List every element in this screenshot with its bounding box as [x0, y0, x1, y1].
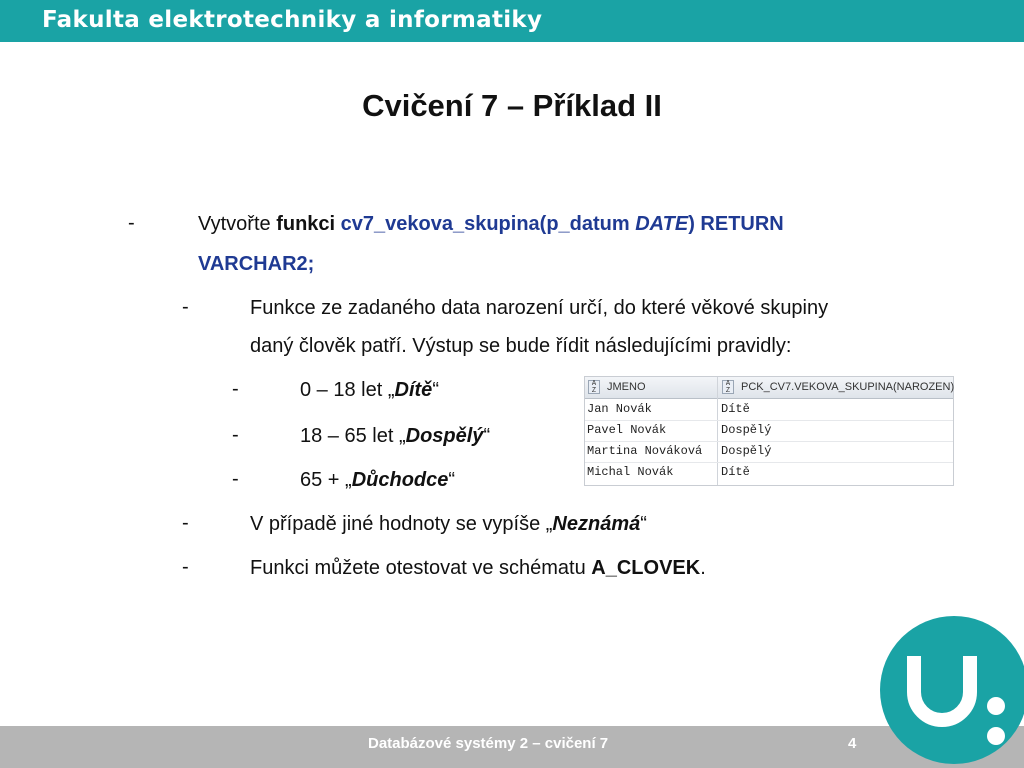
bullet-text-2-cont: daný člověk patří. Výstup se bude řídit následujícími pravidly:: [250, 335, 792, 357]
bullet-text-5: 65 + „Důchodce“: [300, 469, 456, 491]
column-header-jmeno[interactable]: JMENO: [607, 381, 646, 393]
table-row[interactable]: [585, 399, 953, 421]
bullet-dash: -: [182, 296, 189, 318]
cell-skupina: Dítě: [721, 465, 750, 479]
bullet-text-2: Funkce ze zadaného data narození určí, do které věkové skupiny: [250, 297, 829, 319]
cell-skupina: Dospělý: [721, 444, 772, 458]
bullet-dash: -: [232, 424, 239, 446]
bullet-text-1: Vytvořte funkci cv7_vekova_skupina(p_datum DATE) RETURN: [198, 213, 784, 235]
cell-jmeno: Jan Novák: [587, 402, 652, 416]
bullet-text-6: V případě jiné hodnoty se vypíše „Neznámá“: [250, 513, 647, 535]
cell-jmeno: Michal Novák: [587, 465, 674, 479]
slide-title: Cvičení 7 – Příklad II: [362, 88, 662, 123]
bullet-dash: -: [232, 468, 239, 490]
bullet-dash: -: [182, 512, 189, 534]
bullet-dash: -: [232, 378, 239, 400]
university-u-logo-icon: [878, 612, 1024, 768]
table-row[interactable]: [585, 462, 953, 483]
bullet-text-7: Funkci můžete otestovat ve schématu A_CLOVEK.: [250, 557, 706, 579]
sort-az-icon[interactable]: A Z: [588, 380, 600, 394]
footer-course-title: Databázové systémy 2 – cvičení 7: [368, 735, 609, 752]
table-row[interactable]: [585, 420, 953, 442]
faculty-name: Fakulta elektrotechniky a informatiky: [42, 7, 543, 33]
cell-skupina: Dítě: [721, 402, 750, 416]
cell-jmeno: Martina Nováková: [587, 444, 703, 458]
header-band: [0, 0, 1024, 42]
table-row[interactable]: [585, 441, 953, 463]
bullet-text-4: 18 – 65 let „Dospělý“: [300, 425, 491, 447]
query-result-grid: [584, 376, 954, 486]
page-number: 4: [848, 735, 857, 752]
bullet-text-1-cont: VARCHAR2;: [198, 253, 315, 275]
sort-az-icon[interactable]: A Z: [722, 380, 734, 394]
bullet-dash: -: [128, 212, 135, 234]
column-header-vekova-skupina[interactable]: PCK_CV7.VEKOVA_SKUPINA(NAROZEN): [741, 381, 955, 393]
bullet-text-3: 0 – 18 let „Dítě“: [300, 379, 439, 401]
cell-skupina: Dospělý: [721, 423, 772, 437]
grid-header: [585, 377, 953, 399]
bullet-dash: -: [182, 556, 189, 578]
cell-jmeno: Pavel Novák: [587, 423, 667, 437]
